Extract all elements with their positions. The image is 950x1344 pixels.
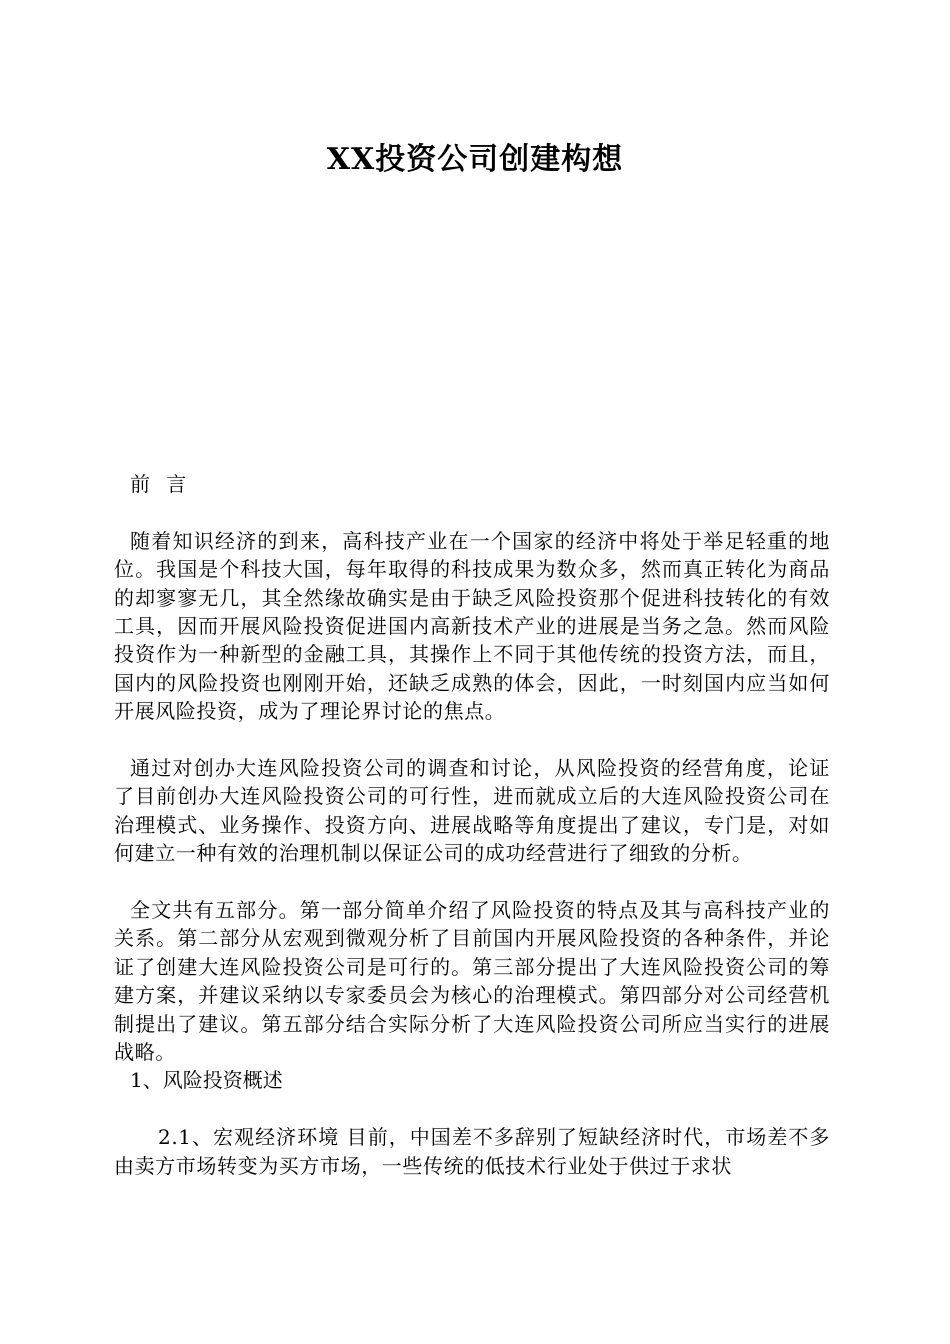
intro-paragraph-2: 通过对创办大连风险投资公司的调查和讨论，从风险投资的经营角度，论证了目前创办大连风险投资公司的可行性，进而就成立后的大连风险投资公司在治理模式、业务操作、投资方向、进展战略等角度提出了建议，专门是，对如何建立一种有效的治理机制以保证公司的成功经营进行了细致的分析。 bbox=[114, 756, 830, 866]
spacer bbox=[114, 1095, 830, 1123]
intro-paragraph-1: 随着知识经济的到来，高科技产业在一个国家的经济中将处于举足轻重的地位。我国是个科技大国，每年取得的科技成果为数众多，然而真正转化为商品的却寥寥无几，其全然缘故确实是由于缺乏风险投资那个促进科技转化的有效工具，因而开展风险投资促进国内高新技术产业的进展是当务之急。然而风险投资作为一种新型的金融工具，其操作上不同于其他传统的投资方法，而且，国内的风险投资也刚刚开始，还缺乏成熟的体会，因此，一时刻国内应当如何开展风险投资，成为了理论界讨论的焦点。 bbox=[114, 528, 830, 724]
preface-heading: 前 言 bbox=[130, 472, 192, 496]
subsection-paragraph: 2.1、宏观经济环境 目前，中国差不多辞别了短缺经济时代，市场差不多由卖方市场转变为买方市场，一些传统的低技术行业处于供过于求状 bbox=[114, 1125, 830, 1178]
spacer bbox=[114, 498, 830, 526]
spacer bbox=[114, 868, 830, 896]
intro-paragraph-3: 全文共有五部分。第一部分简单介绍了风险投资的特点及其与高科技产业的关系。第二部分从宏观到微观分析了目前国内开展风险投资的各种条件，并论证了创建大连风险投资公司是可行的。第三部分提出了大连风险投资公司的筹建方案，并建议采纳以专家委员会为核心的治理模式。第四部分对公司经营机制提出了建议。第五部分结合实际分析了大连风险投资公司所应当实行的进展战略。 bbox=[114, 898, 830, 1065]
document-body bbox=[114, 470, 830, 1180]
document-title: XX投资公司创建构想 bbox=[326, 142, 624, 177]
section-heading: 1、风险投资概述 bbox=[130, 1068, 283, 1093]
spacer bbox=[114, 726, 830, 754]
